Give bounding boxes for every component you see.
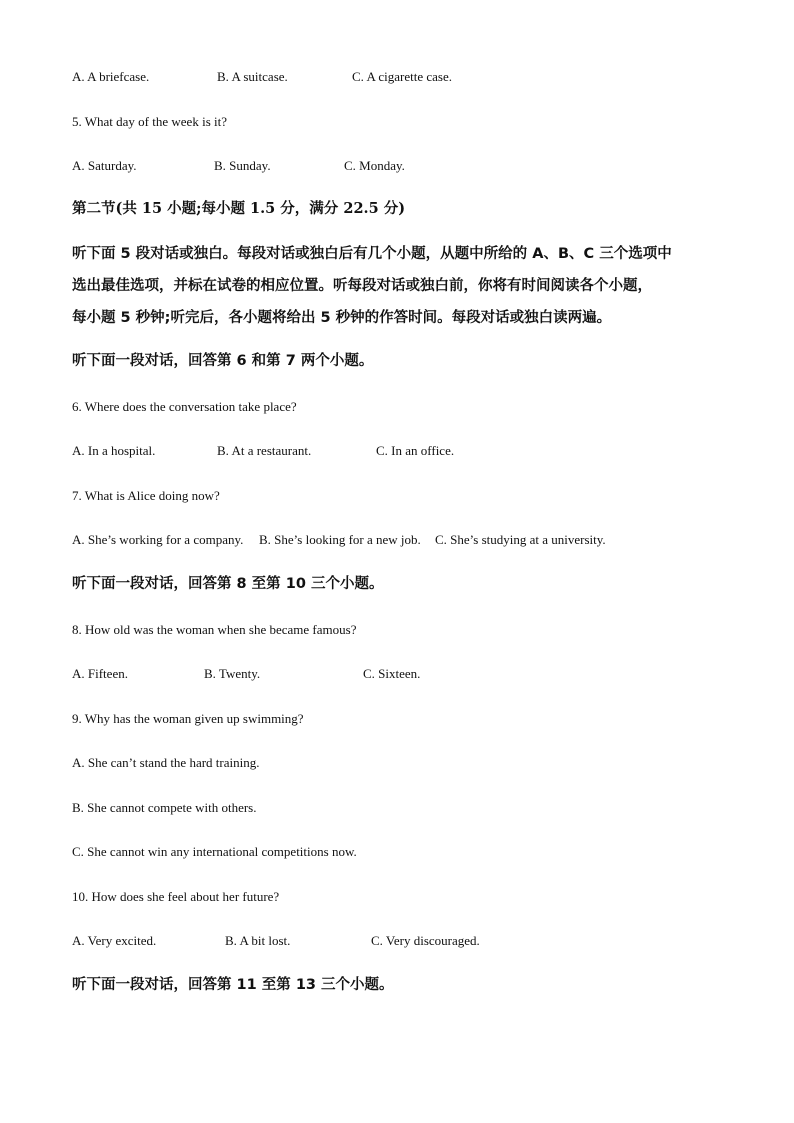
q10-option-a: A. Very excited. [72, 933, 157, 948]
q10-stem: 10. How does she feel about her future? [72, 889, 280, 904]
q8-option-c: C. Sixteen. [363, 666, 421, 681]
q4-option-a: A. A briefcase. [72, 69, 150, 84]
q5-stem: 5. What day of the week is it? [72, 114, 227, 129]
q8-option-b: B. Twenty. [204, 666, 261, 681]
q5-option-c: C. Monday. [344, 158, 405, 173]
q4-option-b: B. A suitcase. [217, 69, 288, 84]
section-title: 第二节(共 15 小题;每小题 1.5 分，满分 22.5 分) [72, 200, 406, 217]
instructions-line-3: 每小题 5 秒钟;听完后，各小题将给出 5 秒钟的作答时间。每段对话或独白读两遍。 [72, 310, 612, 326]
q10-option-c: C. Very discouraged. [371, 933, 480, 948]
q7-option-b: B. She’s looking for a new job. [259, 532, 421, 547]
q9-option-a: A. She can’t stand the hard training. [72, 755, 260, 770]
q9-option-c: C. She cannot win any international competitions now. [72, 844, 357, 859]
q10-option-b: B. A bit lost. [225, 933, 291, 948]
q6-option-c: C. In an office. [376, 443, 455, 458]
group-heading-11-13: 听下面一段对话，回答第 11 至第 13 三个小题。 [72, 977, 394, 993]
q8-stem: 8. How old was the woman when she became famous? [72, 622, 357, 637]
q7-option-c: C. She’s studying at a university. [435, 532, 606, 547]
q5-option-a: A. Saturday. [72, 158, 137, 173]
instructions-line-2: 选出最佳选项，并标在试卷的相应位置。听每段对话或独白前，你将有时间阅读各个小题， [72, 278, 652, 294]
q4-option-c: C. A cigarette case. [352, 69, 452, 84]
q6-option-b: B. At a restaurant. [217, 443, 312, 458]
instructions-line-1: 听下面 5 段对话或独白。每段对话或独白后有几个小题，从题中所给的 A、B、C 三个选项中 [72, 246, 672, 262]
q9-option-b: B. She cannot compete with others. [72, 800, 257, 815]
q6-stem: 6. Where does the conversation take place? [72, 399, 297, 414]
q7-stem: 7. What is Alice doing now? [72, 488, 220, 503]
group-heading-8-10: 听下面一段对话，回答第 8 至第 10 三个小题。 [72, 576, 384, 592]
q9-stem: 9. Why has the woman given up swimming? [72, 711, 304, 726]
q5-option-b: B. Sunday. [214, 158, 271, 173]
q8-option-a: A. Fifteen. [72, 666, 128, 681]
group-heading-6-7: 听下面一段对话，回答第 6 和第 7 两个小题。 [72, 353, 374, 369]
q7-option-a: A. She’s working for a company. [72, 532, 244, 547]
q6-option-a: A. In a hospital. [72, 443, 156, 458]
